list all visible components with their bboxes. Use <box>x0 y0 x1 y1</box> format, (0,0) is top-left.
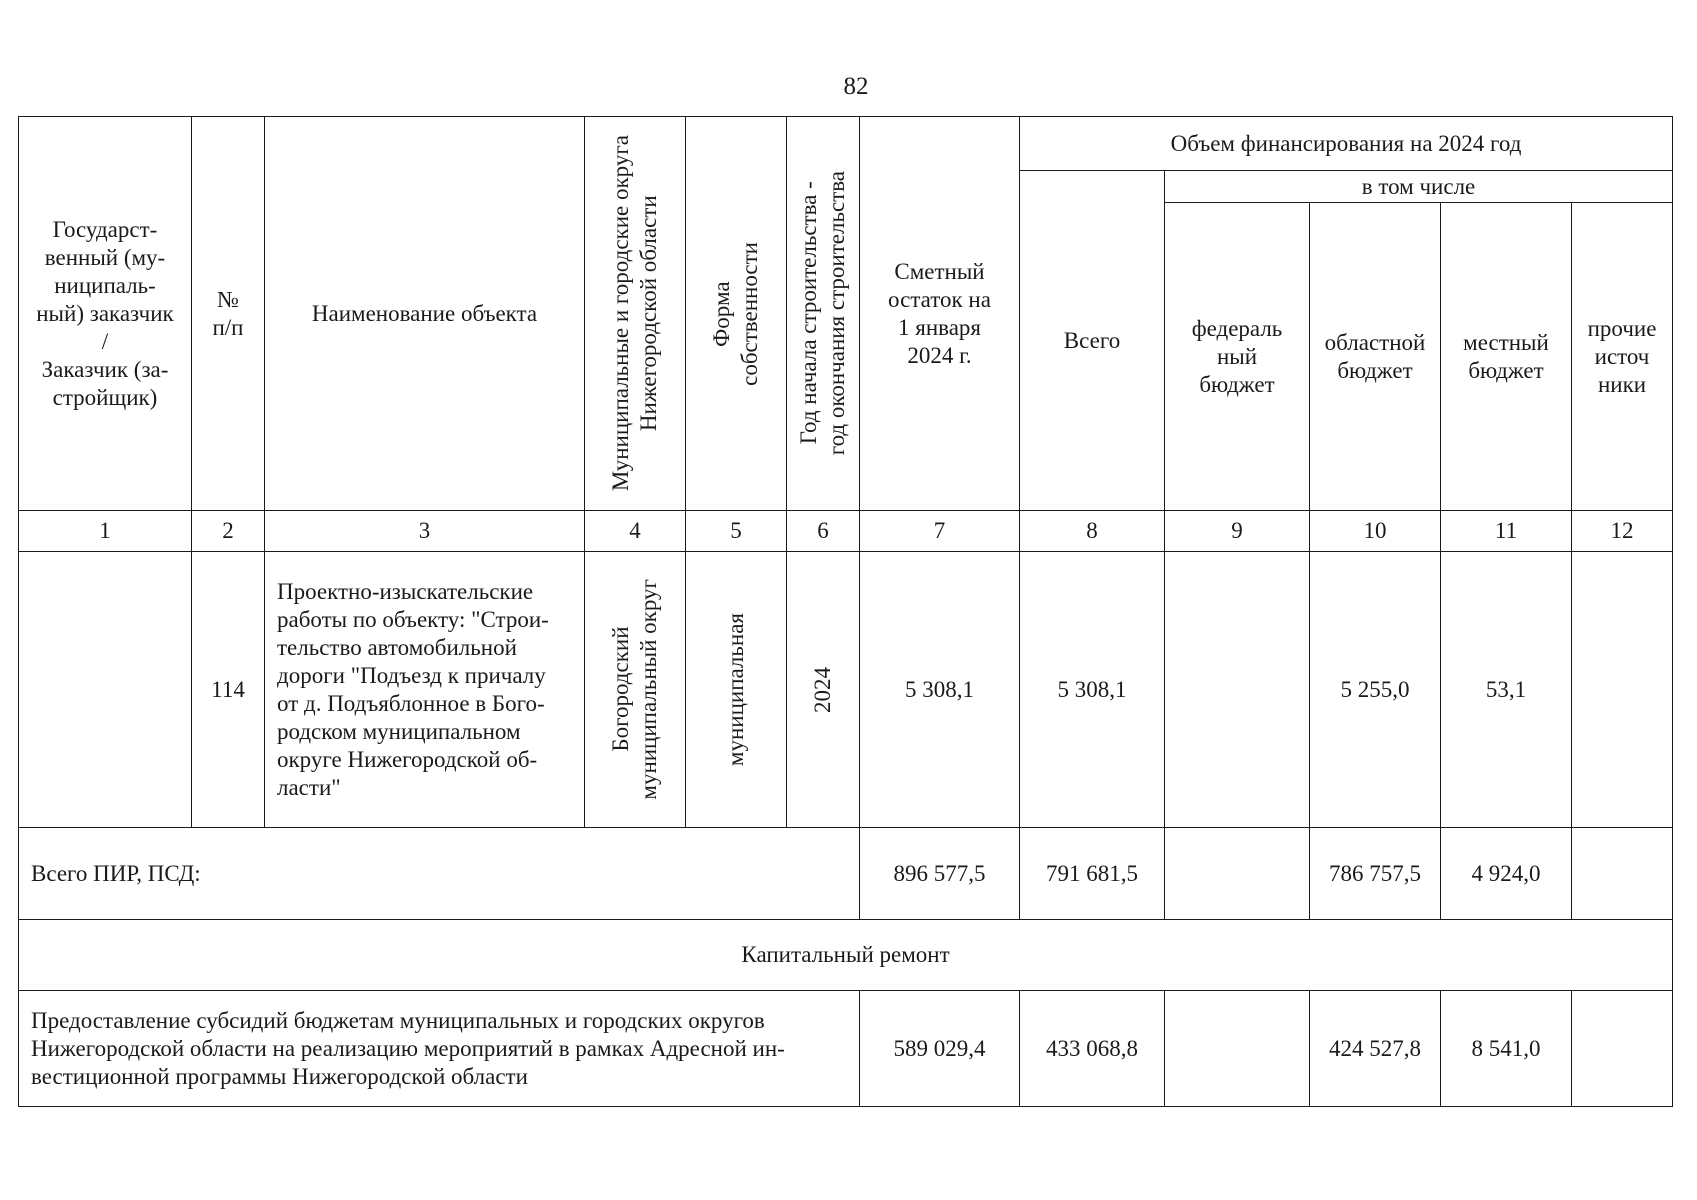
header-other: прочие источ ники <box>1572 203 1673 511</box>
row-district-text: Богородский муниципальный округ <box>608 579 661 800</box>
header-district <box>585 117 686 511</box>
subsidies-row <box>19 991 1673 1107</box>
header-customer: Государст- венный (му- ниципаль- ный) заказчик / Заказчик (за- стройщик) <box>19 117 192 511</box>
row-regional: 5 255,0 <box>1310 552 1441 828</box>
column-number: 6 <box>787 511 860 552</box>
total-pir-total: 791 681,5 <box>1020 828 1165 920</box>
column-numbers-row <box>19 511 1673 552</box>
total-pir-regional: 786 757,5 <box>1310 828 1441 920</box>
total-pir-federal <box>1165 828 1310 920</box>
subsidies-federal <box>1165 991 1310 1107</box>
row-ownership <box>686 552 787 828</box>
header-estimate-remainder: Сметный остаток на 1 января 2024 г. <box>860 117 1020 511</box>
row-local: 53,1 <box>1441 552 1572 828</box>
column-number: 11 <box>1441 511 1572 552</box>
header-district-text: Муниципальные и городские округа Нижегородской области <box>608 135 661 492</box>
row-district <box>585 552 686 828</box>
header-total: Всего <box>1020 171 1165 511</box>
header-ownership-text: Форма собственности <box>709 241 762 386</box>
column-number: 5 <box>686 511 787 552</box>
subsidies-estimate-remainder: 589 029,4 <box>860 991 1020 1107</box>
header-object-name: Наименование объекта <box>265 117 585 511</box>
row-object-name: Проектно-изыскательские работы по объекту: "Строи- тельство автомобильной дороги "Подъезд к причалу от д. Подъяблонное в Бого- родском муниципальном округе Нижегородской об- ласти" <box>265 552 585 828</box>
total-pir-estimate-remainder: 896 577,5 <box>860 828 1020 920</box>
row-federal <box>1165 552 1310 828</box>
total-pir-label: Всего ПИР, ПСД: <box>19 828 860 920</box>
column-number: 3 <box>265 511 585 552</box>
total-pir-local: 4 924,0 <box>1441 828 1572 920</box>
subsidies-regional: 424 527,8 <box>1310 991 1441 1107</box>
row-number: 114 <box>192 552 265 828</box>
section-capital-repair: Капитальный ремонт <box>19 920 1673 991</box>
row-years-text: 2024 <box>810 666 835 713</box>
column-number: 12 <box>1572 511 1673 552</box>
header-including: в том числе <box>1165 171 1673 203</box>
row-years <box>787 552 860 828</box>
total-pir-row <box>19 828 1673 920</box>
row-customer <box>19 552 192 828</box>
row-estimate-remainder: 5 308,1 <box>860 552 1020 828</box>
page-number: 82 <box>843 73 869 100</box>
column-number: 7 <box>860 511 1020 552</box>
subsidies-local: 8 541,0 <box>1441 991 1572 1107</box>
header-number: № п/п <box>192 117 265 511</box>
column-number: 1 <box>19 511 192 552</box>
row-other <box>1572 552 1673 828</box>
header-years <box>787 117 860 511</box>
header-funding-2024: Объем финансирования на 2024 год <box>1020 117 1673 171</box>
subsidies-total: 433 068,8 <box>1020 991 1165 1107</box>
column-number: 10 <box>1310 511 1441 552</box>
table-row <box>19 552 1673 828</box>
subsidies-other <box>1572 991 1673 1107</box>
header-local: местный бюджет <box>1441 203 1572 511</box>
header-regional: областной бюджет <box>1310 203 1441 511</box>
header-federal: федераль ный бюджет <box>1165 203 1310 511</box>
investment-program-table <box>18 116 1673 1107</box>
column-number: 8 <box>1020 511 1165 552</box>
column-number: 4 <box>585 511 686 552</box>
column-number: 9 <box>1165 511 1310 552</box>
total-pir-other <box>1572 828 1673 920</box>
column-number: 2 <box>192 511 265 552</box>
row-ownership-text: муниципальная <box>723 612 748 767</box>
header-ownership <box>686 117 787 511</box>
subsidies-label: Предоставление субсидий бюджетам муниципальных и городских округов Нижегородской области на реализацию мероприятий в рамках Адресной ин- вестиционной программы Нижегородской области <box>19 991 860 1107</box>
row-total: 5 308,1 <box>1020 552 1165 828</box>
header-years-text: Год начала строительства - год окончания строительства <box>796 171 849 456</box>
